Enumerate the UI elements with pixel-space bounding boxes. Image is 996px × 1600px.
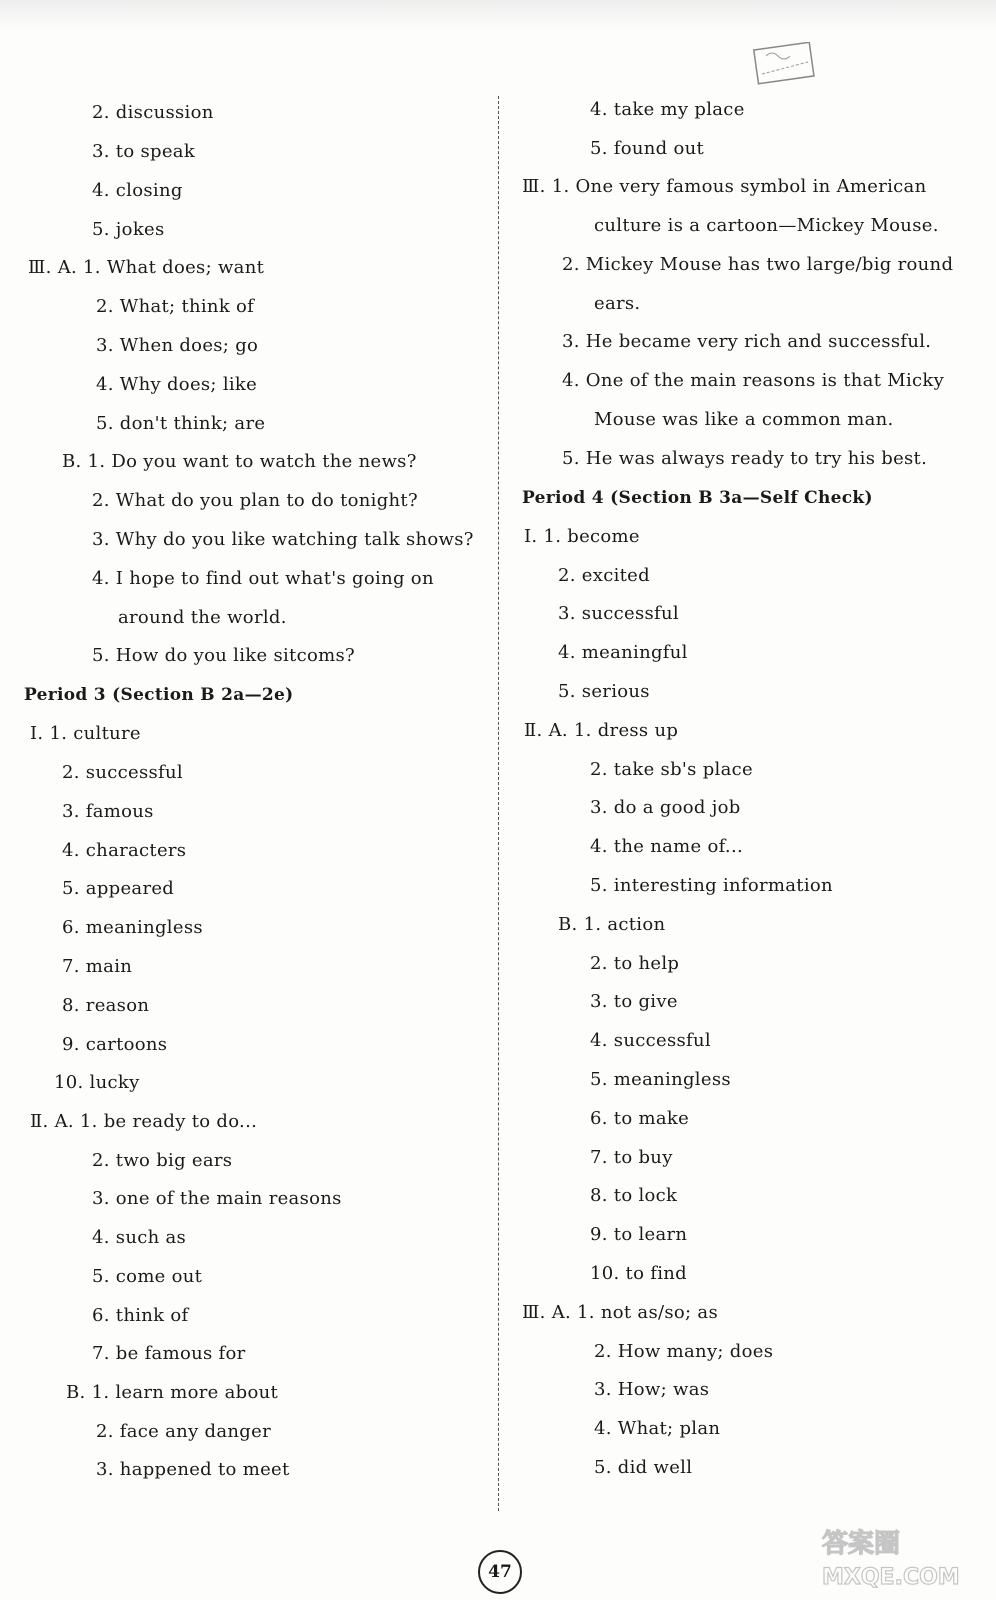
answer-line: 3. do a good job [590,797,741,818]
answer-line: Ⅱ. A. 1. be ready to do... [30,1111,258,1132]
answer-line: 5. He was always ready to try his best. [562,448,928,469]
answer-line: 2. face any danger [96,1421,271,1442]
answer-line: 8. reason [62,995,150,1016]
answer-line: 4. take my place [590,99,745,120]
svg-text:答案圈: 答案圈 [822,1529,901,1559]
answer-line: 4. the name of... [590,836,743,857]
answer-line: Ⅲ. A. 1. not as/so; as [522,1302,718,1323]
answer-line: 8. to lock [590,1185,678,1206]
answer-line: 3. to give [590,991,678,1012]
answer-line: 4. I hope to find out what's going on [92,568,434,589]
answer-line: 5. interesting information [590,875,833,896]
answer-line: 4. characters [62,840,187,861]
answer-line: 4. One of the main reasons is that Micky [562,370,945,391]
answer-line: around the world. [118,607,287,628]
answer-line: 7. main [62,956,133,977]
answer-line: 4. What; plan [594,1418,721,1439]
answer-line: 5. meaningless [590,1069,731,1090]
answer-line: 5. How do you like sitcoms? [92,645,355,666]
answer-line: Ⅲ. A. 1. What does; want [28,257,265,278]
answer-line: 9. to learn [590,1224,688,1245]
answer-line: B. 1. learn more about [66,1382,279,1403]
answer-line: 2. successful [62,762,183,783]
answer-line: 3. Why do you like watching talk shows? [92,529,474,550]
answer-line: 4. such as [92,1227,187,1248]
answer-line: 10. lucky [54,1072,140,1093]
answer-line: 3. happened to meet [96,1459,290,1480]
answer-line: culture is a cartoon—Mickey Mouse. [594,215,939,236]
column-divider [498,96,499,1511]
answer-line: 2. take sb's place [590,759,753,780]
answer-line: 2. excited [558,565,650,586]
answer-line: 2. discussion [92,102,214,123]
answer-line: 7. be famous for [92,1343,246,1364]
section-heading: Period 4 (Section B 3a—Self Check) [522,488,873,508]
svg-text:MXQE.COM: MXQE.COM [822,1565,960,1590]
answer-line: 5. don't think; are [96,413,266,434]
scan-shade [0,0,996,30]
answer-line: 6. think of [92,1305,189,1326]
answer-line: Ⅱ. A. 1. dress up [524,720,679,741]
answer-line: 4. meaningful [558,642,688,663]
answer-line: 7. to buy [590,1147,673,1168]
answer-line: 4. successful [590,1030,711,1051]
answer-line: 10. to find [590,1263,687,1284]
answer-line: 3. How; was [594,1379,710,1400]
answer-line: 5. found out [590,138,705,159]
answer-line: 3. to speak [92,141,196,162]
answer-line: Ⅰ. 1. become [524,526,640,547]
stamp-icon [752,42,816,86]
answer-line: 3. successful [558,603,679,624]
answer-line: 2. How many; does [594,1341,774,1362]
answer-line: 6. to make [590,1108,690,1129]
answer-line: 5. appeared [62,878,175,899]
answer-line: 5. come out [92,1266,203,1287]
answer-line: 4. Why does; like [96,374,258,395]
answer-line: 5. did well [594,1457,693,1478]
answer-line: 5. jokes [92,219,165,240]
answer-line: 4. closing [92,180,183,201]
answer-line: 3. famous [62,801,154,822]
answer-line: Ⅰ. 1. culture [30,723,141,744]
answer-line: 3. He became very rich and successful. [562,331,932,352]
answer-line: Mouse was like a common man. [594,409,894,430]
answer-line: B. 1. action [558,914,666,935]
answer-line: 2. What; think of [96,296,255,317]
answer-line: 2. Mickey Mouse has two large/big round [562,254,954,275]
answer-line: 9. cartoons [62,1034,168,1055]
answer-line: B. 1. Do you want to watch the news? [62,451,417,472]
answer-line: 3. When does; go [96,335,259,356]
answer-line: 6. meaningless [62,917,203,938]
section-heading: Period 3 (Section B 2a—2e) [24,685,294,705]
answer-line: Ⅲ. 1. One very famous symbol in American [522,176,927,197]
answer-line: 5. serious [558,681,650,702]
watermark-logo [818,1522,988,1592]
answer-line: 2. What do you plan to do tonight? [92,490,418,511]
answer-line: ears. [594,293,641,314]
answer-line: 2. to help [590,953,680,974]
answer-line: 2. two big ears [92,1150,233,1171]
page-number: 47 [478,1550,522,1594]
answer-line: 3. one of the main reasons [92,1188,342,1209]
